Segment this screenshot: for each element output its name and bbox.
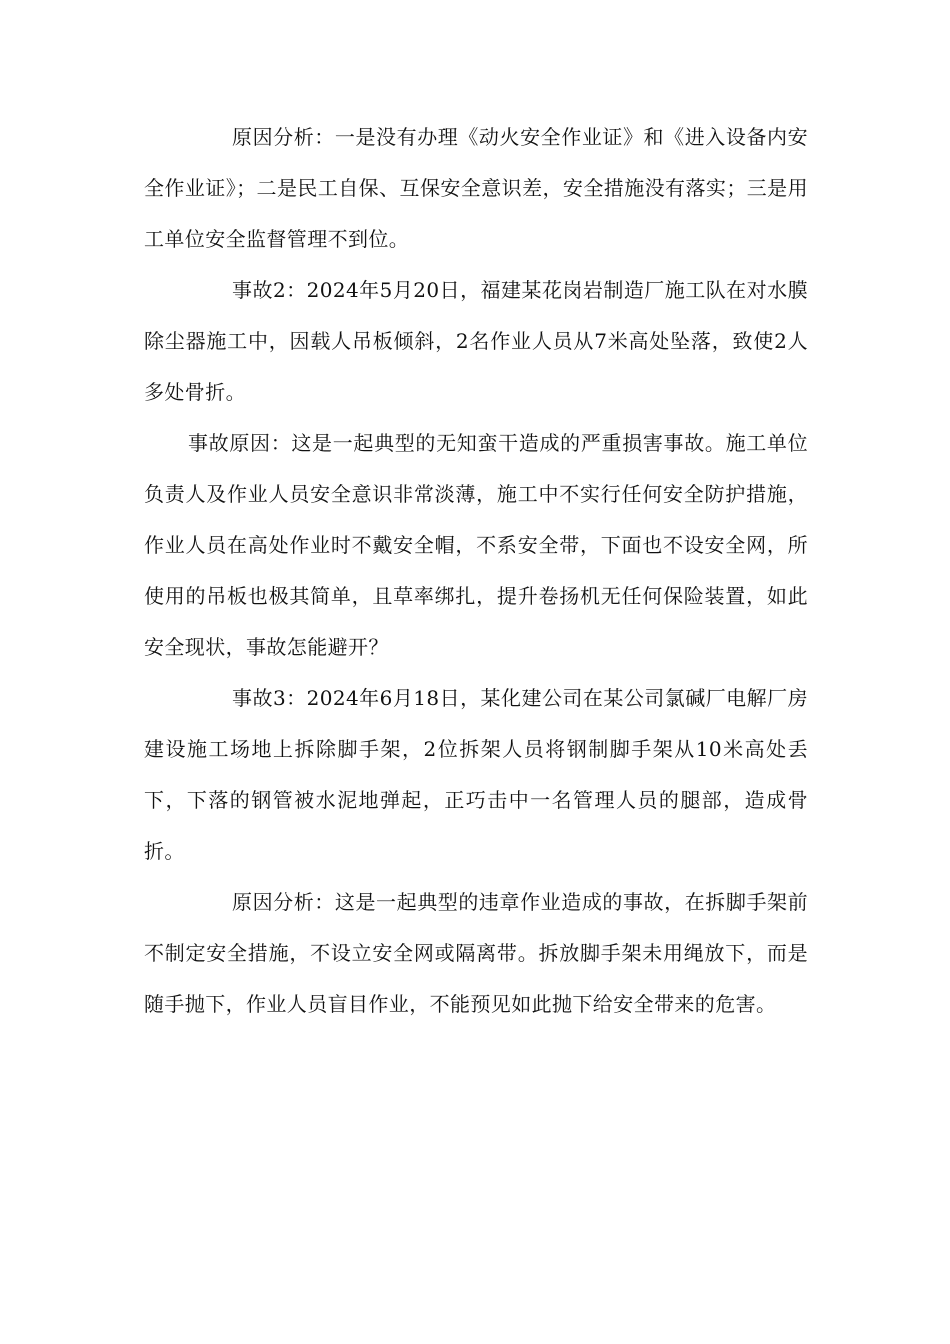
document-body (144, 112, 808, 1030)
paragraph-accident-2-cause: 事故原因：这是一起典型的无知蛮干造成的严重损害事故。施工单位负责人及作业人员安全意识非常淡薄，施工中不实行任何安全防护措施，作业人员在高处作业时不戴安全帽，不系安全带，下面也不设安全网，所使用的吊板也极其简单，且草率绑扎，提升卷扬机无任何保险装置，如此安全现状，事故怎能避开？ (144, 431, 808, 659)
paragraph-accident-3: 事故3：2024年6月18日，某化建公司在某公司氯碱厂电解厂房建设施工场地上拆除脚手架，2位拆架人员将钢制脚手架从10米高处丢下，下落的钢管被水泥地弹起，正巧击中一名管理人员的腿部，造成骨折。 (144, 686, 808, 863)
paragraph-accident-2: 事故2：2024年5月20日，福建某花岗岩制造厂施工队在对水膜除尘器施工中，因载人吊板倾斜，2名作业人员从7米高处坠落，致使2人多处骨折。 (144, 278, 808, 404)
paragraph-cause-analysis-1: 原因分析：一是没有办理《动火安全作业证》和《进入设备内安全作业证》；二是民工自保、互保安全意识差，安全措施没有落实；三是用工单位安全监督管理不到位。 (144, 125, 808, 251)
paragraph-cause-analysis-3: 原因分析：这是一起典型的违章作业造成的事故，在拆脚手架前不制定安全措施，不设立安全网或隔离带。拆放脚手架未用绳放下，而是随手抛下，作业人员盲目作业，不能预见如此抛下给安全带来的危害。 (144, 890, 808, 1016)
